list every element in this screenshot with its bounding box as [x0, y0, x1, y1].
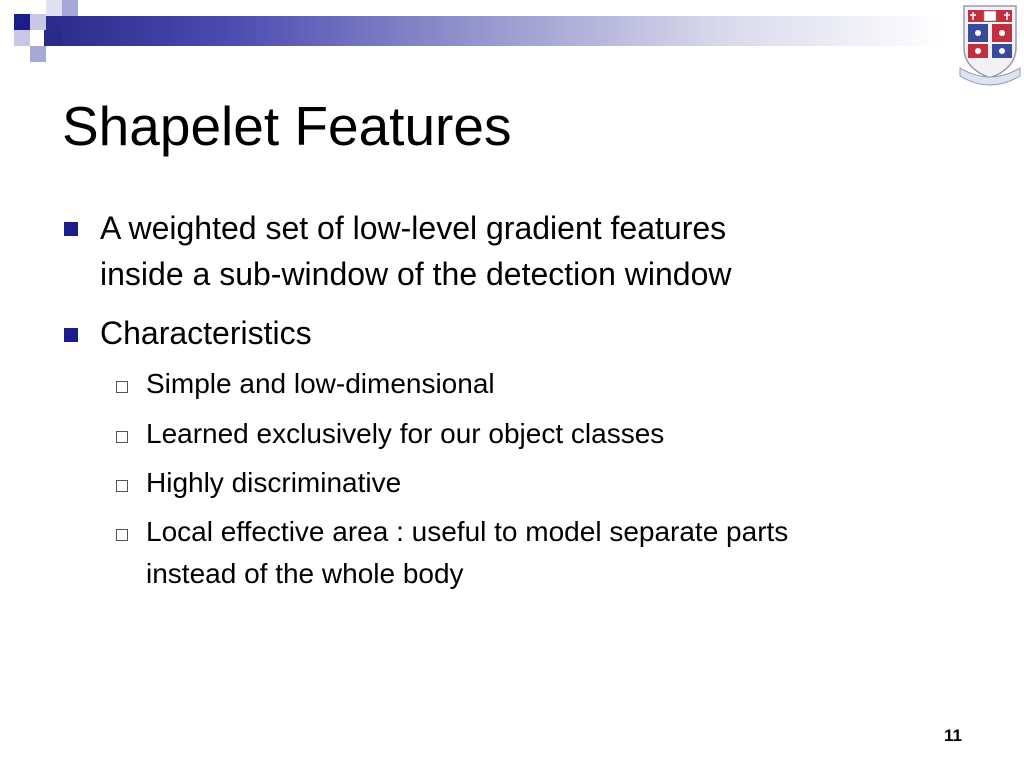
sub-bullet-text — [146, 462, 401, 504]
sub-bullet-line: Local effective area : useful to model separate parts — [146, 516, 789, 547]
slide-title: Shapelet Features — [62, 95, 512, 157]
sub-bullet-line: Simple and low-dimensional — [146, 368, 495, 399]
decor-square — [30, 14, 46, 30]
university-crest-icon — [958, 2, 1022, 86]
hollow-square-bullet-icon — [116, 529, 128, 541]
filled-square-bullet-icon — [64, 222, 78, 236]
page-number: 11 — [944, 726, 962, 745]
filled-square-bullet-icon — [64, 328, 78, 342]
hollow-square-bullet-icon — [116, 381, 128, 393]
decor-square — [14, 30, 30, 46]
sub-bullet-line: Learned exclusively for our object classes — [146, 418, 665, 449]
decor-square — [46, 30, 62, 46]
bullet-line: inside a sub-window of the detection window — [100, 256, 732, 292]
hollow-square-bullet-icon — [116, 431, 128, 443]
decor-square — [46, 0, 62, 16]
bullet-line: A weighted set of low-level gradient features — [100, 210, 727, 246]
sub-bullet-text — [146, 413, 664, 455]
bullet-text — [100, 310, 312, 356]
decor-square — [14, 14, 30, 30]
hollow-square-bullet-icon — [116, 480, 128, 492]
decor-square — [62, 0, 78, 16]
header-band — [44, 16, 944, 46]
sub-bullet-line: instead of the whole body — [146, 558, 464, 589]
bullet-line: Characteristics — [100, 315, 312, 351]
decor-square — [30, 46, 46, 62]
sub-bullet-text — [146, 363, 495, 405]
sub-bullet-text — [146, 511, 788, 595]
sub-bullet-line: Highly discriminative — [146, 467, 402, 498]
bullet-text — [100, 205, 731, 297]
